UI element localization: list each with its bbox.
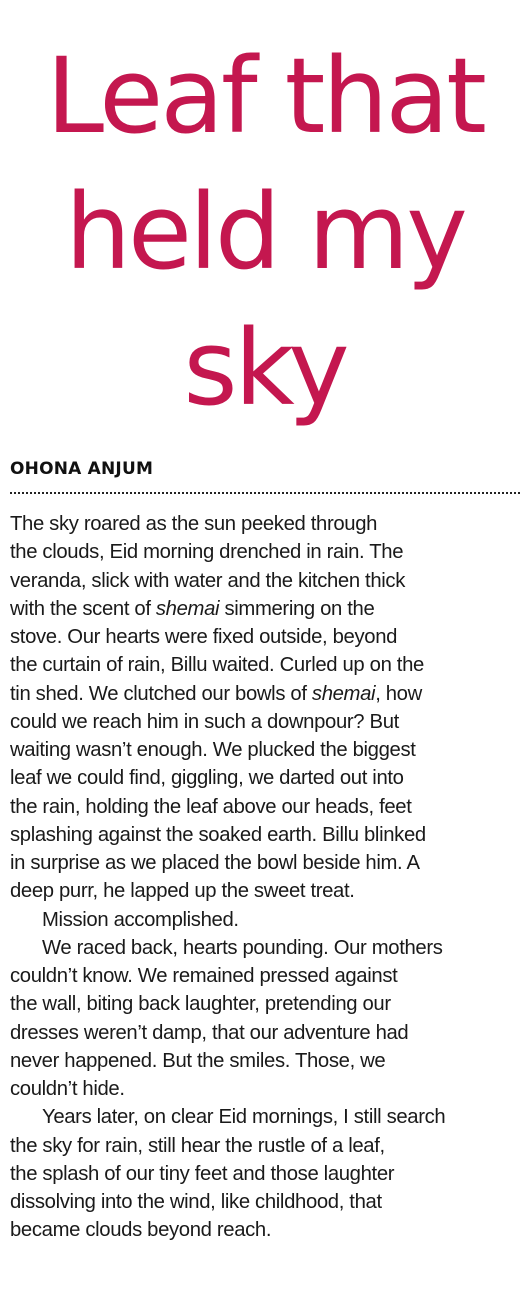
- body-paragraph: [10, 906, 530, 934]
- text-line: stove. Our hearts were fixed outside, beyond: [10, 626, 398, 648]
- text-line: Mission accomplished.: [42, 908, 239, 931]
- text-line: in surprise as we placed the bowl beside him. A: [10, 852, 420, 874]
- title-line: Leaf that: [46, 35, 484, 157]
- text-line: dissolving into the wind, like childhood, that: [10, 1191, 382, 1213]
- body-paragraph: [10, 1103, 530, 1244]
- text-line: leaf we could find, giggling, we darted out into: [10, 767, 404, 790]
- text-line: couldn’t hide.: [10, 1078, 125, 1100]
- body-paragraph: [10, 510, 530, 906]
- text-line: couldn’t know. We remained pressed against: [10, 965, 398, 987]
- text-line: Years later, on clear Eid mornings, I still search: [42, 1106, 446, 1129]
- text-line: veranda, slick with water and the kitchen thick: [10, 569, 406, 592]
- text-line: with the scent of shemai simmering on the: [10, 597, 375, 620]
- author-byline: OHONA ANJUM: [10, 459, 154, 479]
- text-line: We raced back, hearts pounding. Our mothers: [42, 936, 443, 959]
- text-line: never happened. But the smiles. Those, we: [10, 1049, 386, 1072]
- title-line: held my: [65, 171, 465, 293]
- dotted-divider: [10, 492, 520, 494]
- text-line: the wall, biting back laughter, pretending our: [10, 993, 391, 1016]
- title-line: sky: [183, 307, 347, 429]
- article-body: [10, 510, 530, 1245]
- italic-term: shemai: [155, 597, 220, 620]
- text-line: the rain, holding the leaf above our heads, feet: [10, 795, 412, 818]
- text-line: became clouds beyond reach.: [10, 1219, 272, 1242]
- text-line: the splash of our tiny feet and those laughter: [10, 1162, 395, 1185]
- text-line: waiting wasn’t enough. We plucked the biggest: [10, 739, 416, 761]
- text-line: the sky for rain, still hear the rustle of a leaf,: [10, 1134, 385, 1157]
- text-line: tin shed. We clutched our bowls of shemai, how: [10, 682, 422, 705]
- text-line: the clouds, Eid morning drenched in rain. The: [10, 541, 404, 564]
- italic-term: shemai: [311, 682, 376, 705]
- text-line: deep purr, he lapped up the sweet treat.: [10, 880, 355, 903]
- text-line: dresses weren’t damp, that our adventure had: [10, 1021, 409, 1044]
- text-line: The sky roared as the sun peeked through: [10, 513, 378, 535]
- article-title: [0, 28, 530, 436]
- text-line: could we reach him in such a downpour? But: [10, 710, 399, 733]
- text-line: the curtain of rain, Billu waited. Curled up on the: [10, 654, 424, 677]
- text-line: splashing against the soaked earth. Billu blinked: [10, 823, 426, 846]
- body-paragraph: [10, 934, 530, 1104]
